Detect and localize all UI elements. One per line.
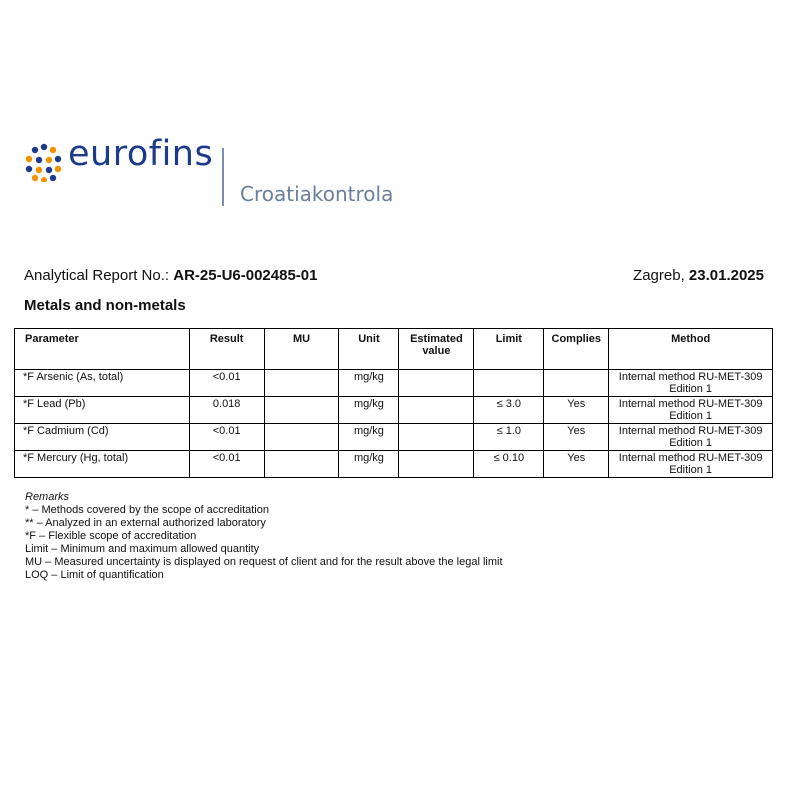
remarks-block <box>25 491 503 582</box>
cell-parameter: *F Lead (Pb) <box>15 397 190 424</box>
remark-line: Limit – Minimum and maximum allowed quantity <box>25 543 260 555</box>
cell-complies <box>544 370 609 397</box>
table-row <box>15 424 773 451</box>
cell-mu <box>264 397 339 424</box>
column-header-result: Result <box>189 329 264 370</box>
cell-mu <box>264 424 339 451</box>
column-header-limit: Limit <box>474 329 544 370</box>
cell-estimated-value <box>399 451 474 478</box>
method-name: Internal method RU-MET-309 <box>618 371 763 383</box>
column-header-method: Method <box>609 329 773 370</box>
report-number-line <box>24 267 317 284</box>
cell-parameter: *F Arsenic (As, total) <box>15 370 190 397</box>
report-date: 23.01.2025 <box>688 267 764 284</box>
section-title: Metals and non-metals <box>24 297 186 314</box>
cell-method <box>609 397 773 424</box>
cell-result: <0.01 <box>189 424 264 451</box>
remark-line: * – Methods covered by the scope of accreditation <box>25 504 269 516</box>
method-edition: Edition 1 <box>669 383 713 395</box>
cell-mu <box>264 370 339 397</box>
table-row <box>15 451 773 478</box>
cell-mu <box>264 451 339 478</box>
logo-divider <box>222 148 224 206</box>
cell-complies: Yes <box>544 451 609 478</box>
cell-method <box>609 451 773 478</box>
remark-line: MU – Measured uncertainty is displayed on request of client and for the result above the legal limit <box>25 556 503 568</box>
table-row <box>15 370 773 397</box>
method-name: Internal method RU-MET-309 <box>618 452 763 464</box>
cell-estimated-value <box>399 397 474 424</box>
remark-line: *F – Flexible scope of accreditation <box>25 530 197 542</box>
remark-line: ** – Analyzed in an external authorized laboratory <box>25 517 266 529</box>
cell-result: 0.018 <box>189 397 264 424</box>
cell-unit: mg/kg <box>339 397 399 424</box>
column-header-estimated-value: Estimated value <box>399 329 474 370</box>
cell-limit: ≤ 0.10 <box>474 451 544 478</box>
method-edition: Edition 1 <box>669 464 713 476</box>
cell-complies: Yes <box>544 424 609 451</box>
logo-wordmark: eurofins <box>68 134 214 174</box>
method-edition: Edition 1 <box>669 410 713 422</box>
remarks-title: Remarks <box>25 491 70 503</box>
cell-parameter: *F Cadmium (Cd) <box>15 424 190 451</box>
table-row <box>15 397 773 424</box>
results-table <box>14 328 773 478</box>
column-header-parameter: Parameter <box>15 329 190 370</box>
cell-method <box>609 370 773 397</box>
method-name: Internal method RU-MET-309 <box>618 398 763 410</box>
remark-line: LOQ – Limit of quantification <box>25 569 164 581</box>
eurofins-dots-icon <box>24 142 64 182</box>
report-label: Analytical Report No.: <box>24 267 174 284</box>
cell-result: <0.01 <box>189 370 264 397</box>
cell-unit: mg/kg <box>339 451 399 478</box>
cell-limit: ≤ 1.0 <box>474 424 544 451</box>
report-place: Zagreb, <box>633 267 689 284</box>
place-date <box>633 267 764 284</box>
cell-limit: ≤ 3.0 <box>474 397 544 424</box>
method-edition: Edition 1 <box>669 437 713 449</box>
cell-complies: Yes <box>544 397 609 424</box>
cell-unit: mg/kg <box>339 424 399 451</box>
logo-subtext: Croatiakontrola <box>240 182 394 206</box>
cell-estimated-value <box>399 424 474 451</box>
cell-limit <box>474 370 544 397</box>
cell-estimated-value <box>399 370 474 397</box>
eurofins-logo <box>24 134 404 210</box>
report-number: AR-25-U6-002485-01 <box>173 267 318 284</box>
column-header-unit: Unit <box>339 329 399 370</box>
cell-result: <0.01 <box>189 451 264 478</box>
method-name: Internal method RU-MET-309 <box>618 425 763 437</box>
column-header-complies: Complies <box>544 329 609 370</box>
table-header-row <box>15 329 773 370</box>
cell-unit: mg/kg <box>339 370 399 397</box>
cell-method <box>609 424 773 451</box>
cell-parameter: *F Mercury (Hg, total) <box>15 451 190 478</box>
column-header-mu: MU <box>264 329 339 370</box>
